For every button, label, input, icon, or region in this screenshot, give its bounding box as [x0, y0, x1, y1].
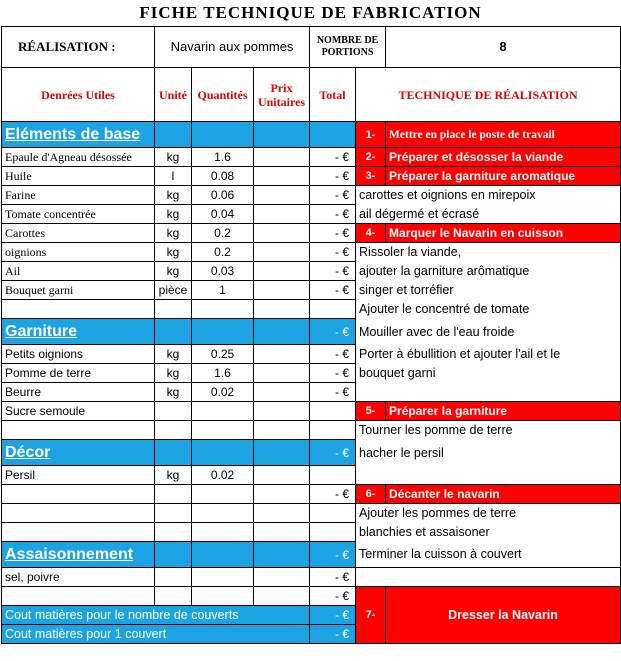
- step-label: Préparer la garniture: [386, 402, 621, 421]
- section-total: - €: [310, 319, 356, 345]
- note-line: blanchies et assaisoner: [356, 523, 621, 542]
- note-line: ail dégermé et écrasé: [356, 205, 621, 224]
- note-line: Ajouter les pommes de terre: [356, 504, 621, 523]
- item-total: - €: [310, 243, 356, 262]
- item-name: Carottes: [2, 224, 155, 243]
- item-unit: kg: [155, 148, 192, 167]
- item-qty: 0.03: [192, 262, 254, 281]
- item-qty: 0.08: [192, 167, 254, 186]
- step-number: 3-: [356, 167, 386, 186]
- table-row: [2, 186, 621, 205]
- table-row: [2, 587, 621, 606]
- realisation-value: Navarin aux pommes: [155, 27, 310, 68]
- item-name: Huile: [2, 167, 155, 186]
- table-row: [2, 167, 621, 186]
- item-total: - €: [310, 345, 356, 364]
- section-total: - €: [310, 440, 356, 466]
- item-total: - €: [310, 148, 356, 167]
- item-qty: 0.04: [192, 205, 254, 224]
- item-qty: 0.2: [192, 243, 254, 262]
- item-total: - €: [310, 281, 356, 300]
- item-qty: 0.02: [192, 383, 254, 402]
- table-row: [2, 402, 621, 421]
- note-line: Rissoler la viande,: [356, 243, 621, 262]
- item-name: oignions: [2, 243, 155, 262]
- step-number: 4-: [356, 224, 386, 243]
- table-row: [2, 383, 621, 402]
- step-number: 2-: [356, 148, 386, 167]
- note-line: Terminer la cuisson à couvert: [356, 542, 621, 568]
- portions-label: NOMBRE DE PORTIONS: [310, 27, 386, 68]
- item-qty: 0.06: [192, 186, 254, 205]
- page-title: FICHE TECHNIQUE DE FABRICATION: [139, 3, 482, 22]
- item-qty: 0.25: [192, 345, 254, 364]
- item-total: - €: [310, 186, 356, 205]
- item-name: Petits oignions: [2, 345, 155, 364]
- item-qty: 0.02: [192, 466, 254, 485]
- col-denrees: Denrées Utiles: [2, 68, 155, 122]
- note-line: carottes et oignions en mirepoix: [356, 186, 621, 205]
- col-technique: TECHNIQUE DE RÉALISATION: [356, 68, 621, 122]
- item-unit: kg: [155, 262, 192, 281]
- portions-value: 8: [386, 27, 621, 68]
- table-row: [2, 504, 621, 523]
- cost-total-value: - €: [310, 606, 356, 625]
- table-row: [2, 568, 621, 587]
- section-base-title: Eléments de base: [2, 122, 155, 148]
- item-name: Epaule d'Agneau désossée: [2, 148, 155, 167]
- table-row: [2, 466, 621, 485]
- item-total: - €: [310, 364, 356, 383]
- technical-sheet-table: [1, 26, 621, 644]
- cost-unit-value: - €: [310, 625, 356, 644]
- section-decor-title: Décor: [2, 440, 155, 466]
- table-row: [2, 364, 621, 383]
- item-total: - €: [310, 262, 356, 281]
- section-assaisonnement-title: Assaisonnement: [2, 542, 155, 568]
- table-row: [2, 262, 621, 281]
- table-row: [2, 224, 621, 243]
- item-unit: kg: [155, 466, 192, 485]
- item-unit: kg: [155, 345, 192, 364]
- item-name: Persil: [2, 466, 155, 485]
- table-row: [2, 243, 621, 262]
- table-row: [2, 300, 621, 319]
- item-total: - €: [310, 485, 356, 504]
- item-qty: 1: [192, 281, 254, 300]
- item-name: Sucre semoule: [2, 402, 155, 421]
- note-line: Ajouter le concentré de tomate: [356, 300, 621, 319]
- note-line: ajouter la garniture arômatique: [356, 262, 621, 281]
- item-name: sel, poivre: [2, 568, 155, 587]
- note-line: Mouiller avec de l'eau froide: [356, 319, 621, 345]
- item-total: - €: [310, 205, 356, 224]
- step-number: 6-: [356, 485, 386, 504]
- item-total: - €: [310, 224, 356, 243]
- table-row: [2, 281, 621, 300]
- item-qty: 0.2: [192, 224, 254, 243]
- step-label: Marquer le Navarin en cuisson: [386, 224, 621, 243]
- item-unit: kg: [155, 186, 192, 205]
- note-line: hacher le persil: [356, 440, 621, 466]
- col-total: Total: [310, 68, 356, 122]
- item-qty: 1.6: [192, 364, 254, 383]
- table-row: [2, 345, 621, 364]
- step-number: 5-: [356, 402, 386, 421]
- step-number: 7-: [356, 587, 386, 644]
- table-row: [2, 421, 621, 440]
- table-row: [2, 485, 621, 504]
- note-line: singer et torréfier: [356, 281, 621, 300]
- cost-unit-label: Cout matières pour 1 couvert: [2, 625, 310, 644]
- step-label: Dresser la Navarin: [386, 587, 621, 644]
- step-label: Préparer et désosser la viande: [386, 148, 621, 167]
- item-total: - €: [310, 568, 356, 587]
- item-total: - €: [310, 587, 356, 606]
- item-unit: kg: [155, 243, 192, 262]
- step-number: 1-: [356, 122, 386, 148]
- note-line: bouquet garni: [356, 364, 621, 383]
- item-unit: pièce: [155, 281, 192, 300]
- item-name: Farine: [2, 186, 155, 205]
- item-qty: 1.6: [192, 148, 254, 167]
- item-unit: kg: [155, 224, 192, 243]
- item-unit: kg: [155, 205, 192, 224]
- col-quantites: Quantités: [192, 68, 254, 122]
- section-garniture-title: Garniture: [2, 319, 155, 345]
- table-row: [2, 205, 621, 224]
- item-total: - €: [310, 167, 356, 186]
- table-row: [2, 148, 621, 167]
- item-total: - €: [310, 383, 356, 402]
- item-name: Bouquet garni: [2, 281, 155, 300]
- item-name: Tomate concentrée: [2, 205, 155, 224]
- step-label: Mettre en place le poste de travail: [386, 122, 621, 148]
- item-name: Ail: [2, 262, 155, 281]
- col-prix: Prix Unitaires: [254, 68, 310, 122]
- step-label: Préparer la garniture aromatique: [386, 167, 621, 186]
- item-unit: l: [155, 167, 192, 186]
- item-name: Beurre: [2, 383, 155, 402]
- table-row: [2, 523, 621, 542]
- step-label: Décanter le navarin: [386, 485, 621, 504]
- note-line: Tourner les pomme de terre: [356, 421, 621, 440]
- item-name: Pomme de terre: [2, 364, 155, 383]
- realisation-label: RÉALISATION :: [2, 27, 155, 68]
- section-total: - €: [310, 542, 356, 568]
- cost-total-label: Cout matières pour le nombre de couverts: [2, 606, 310, 625]
- item-unit: kg: [155, 383, 192, 402]
- note-line: Porter à ébullition et ajouter l'ail et le: [356, 345, 621, 364]
- col-unite: Unité: [155, 68, 192, 122]
- item-unit: kg: [155, 364, 192, 383]
